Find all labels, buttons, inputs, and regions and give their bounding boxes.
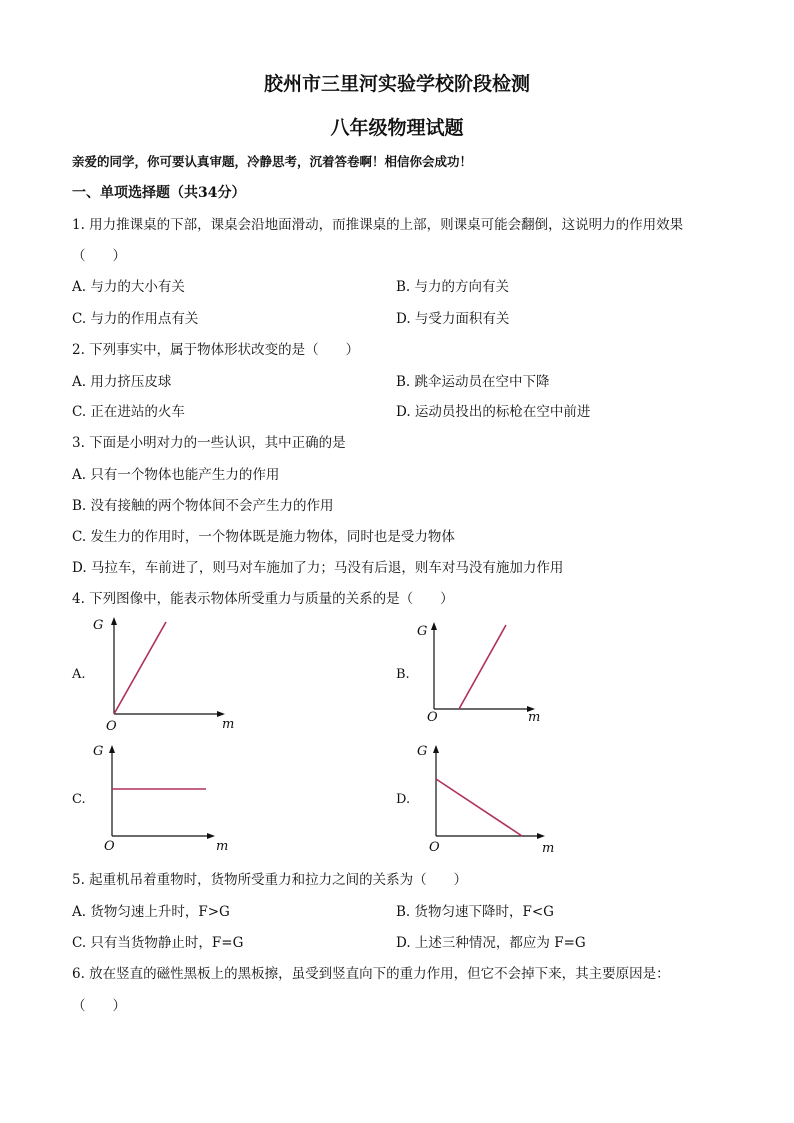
q4-graph-b-label: B. (396, 667, 410, 682)
q3-option-d: D. 马拉车，车前进了，则马对车施加了力；马没有后退，则车对马没有施加力作用 (72, 560, 564, 576)
section-heading: 一、单项选择题（共34分） (72, 185, 246, 201)
q2-option-d: D. 运动员投出的标枪在空中前进 (396, 404, 591, 420)
q3-stem: 3. 下面是小明对力的一些认识，其中正确的是 (72, 435, 346, 451)
q1-option-a: A. 与力的大小有关 (72, 279, 185, 295)
q5-option-c: C. 只有当货物静止时，F=G (72, 935, 244, 951)
q2-stem: 2. 下列事实中，属于物体形状改变的是（ ） (72, 342, 360, 358)
q4-graph-a-label: A. (72, 667, 86, 682)
q3-option-c: C. 发生力的作用时，一个物体既是施力物体，同时也是受力物体 (72, 529, 455, 545)
q5-stem: 5. 起重机吊着重物时，货物所受重力和拉力之间的关系为（ ） (72, 872, 468, 888)
graph-line (114, 622, 166, 714)
q1-option-d: D. 与受力面积有关 (396, 311, 510, 327)
y-axis-arrow (109, 745, 115, 753)
x-axis-label: m (216, 839, 229, 854)
q2-option-c: C. 正在进站的火车 (72, 404, 185, 420)
origin-label: O (104, 839, 115, 854)
school-title: 胶州市三里河实验学校阶段检测 (263, 73, 530, 95)
origin-label: O (106, 719, 117, 734)
q5-option-d: D. 上述三种情况，都应为 F=G (396, 935, 586, 951)
q6-stem: 6. 放在竖直的磁性黑板上的黑板擦，虽受到竖直向下的重力作用，但它不会掉下来，其主要原因是： (72, 966, 670, 982)
q2-option-a: A. 用力挤压皮球 (72, 374, 172, 390)
y-axis-label: G (93, 618, 104, 633)
q2-option-b: B. 跳伞运动员在空中下降 (396, 374, 550, 390)
x-axis-arrow (537, 833, 545, 839)
q4-graph-d (414, 740, 564, 855)
q4-graph-c (90, 740, 240, 855)
graph-line (436, 779, 522, 836)
q1-stem: 1. 用力推课桌的下部，课桌会沿地面滑动，而推课桌的上部，则课桌可能会翻倒，这说明力的作用效果 (72, 217, 684, 233)
q1-stem-cont: （ ） (72, 248, 126, 264)
y-axis-arrow (431, 622, 437, 630)
q1-option-c: C. 与力的作用点有关 (72, 311, 199, 327)
y-axis-label: G (417, 624, 428, 639)
origin-label: O (427, 710, 438, 725)
q4-stem: 4. 下列图像中，能表示物体所受重力与质量的关系的是（ ） (72, 591, 454, 607)
origin-label: O (429, 840, 440, 855)
graph-line (459, 625, 506, 709)
q5-option-a: A. 货物匀速上升时，F>G (72, 904, 230, 920)
x-axis-label: m (542, 841, 555, 856)
x-axis-arrow (207, 833, 215, 839)
y-axis-arrow (111, 617, 117, 625)
q5-option-b: B. 货物匀速下降时，F<G (396, 904, 554, 920)
q4-graph-b (412, 617, 562, 732)
subject-title: 八年级物理试题 (330, 117, 464, 139)
q4-graph-a (90, 612, 250, 737)
y-axis-label: G (93, 744, 104, 759)
x-axis-label: m (222, 717, 235, 732)
q1-option-b: B. 与力的方向有关 (396, 279, 510, 295)
q3-option-b: B. 没有接触的两个物体间不会产生力的作用 (72, 498, 334, 514)
y-axis-arrow (433, 745, 439, 753)
q4-graph-d-label: D. (396, 792, 411, 807)
q4-graph-c-label: C. (72, 792, 86, 807)
greeting: 亲爱的同学，你可要认真审题，冷静思考，沉着答卷啊！相信你会成功！ (72, 154, 473, 169)
q3-option-a: A. 只有一个物体也能产生力的作用 (72, 467, 280, 483)
q6-stem-cont: （ ） (72, 998, 126, 1014)
y-axis-label: G (417, 744, 428, 759)
x-axis-label: m (528, 710, 541, 725)
